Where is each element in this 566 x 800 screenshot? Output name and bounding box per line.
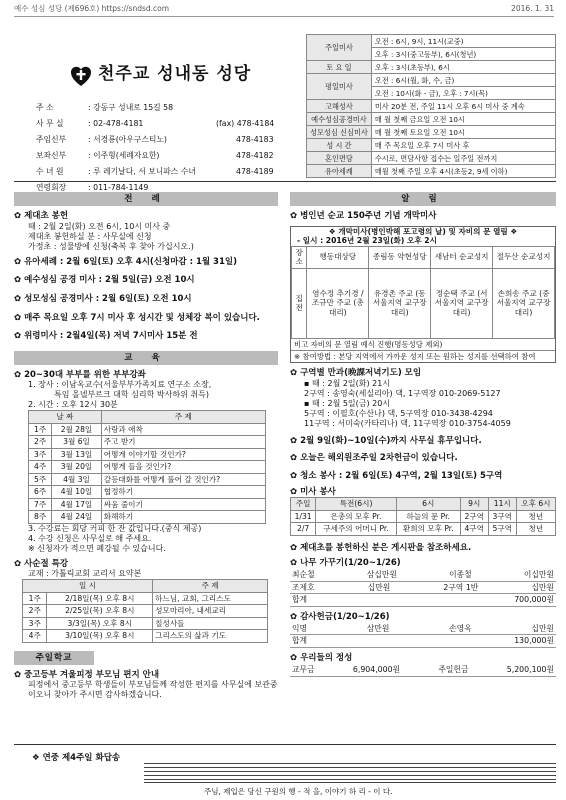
- donation-total: 합계 700,000원: [290, 594, 556, 607]
- section-notice-header: 알 림: [290, 192, 556, 206]
- section-liturgy-header: 전 례: [14, 192, 278, 206]
- schedule-value: 매 주 목요일 오후 7시 미사 후: [371, 139, 555, 152]
- church-logo-icon: [70, 65, 92, 87]
- course-line: 2. 시간 : 오후 12시 30분: [28, 400, 118, 410]
- schedule-value: 오후 : 3시(초등부), 6시: [371, 61, 555, 74]
- memorial-mass: ✿ 위령미사 : 2월4일(목) 저녁 7시미사 15분 전: [14, 331, 198, 342]
- contact-row: [36, 100, 296, 116]
- lent-lecture-title: ✿ 사순절 특강: [14, 558, 69, 569]
- course-line: 1. 장사 : 이남옥교수(서울부부가족치료 연구소 소장,: [28, 380, 212, 390]
- table-row: 2주 3월 6일 주고 받기: [29, 436, 266, 448]
- schedule-key: 평일미사: [307, 74, 372, 100]
- schedule-row: [307, 126, 556, 139]
- offering-row: 교무금 6,904,000원 주일헌금 5,200,100원: [290, 664, 556, 677]
- contact-key: 주 소: [36, 103, 54, 113]
- table-header: 일 시: [23, 580, 153, 592]
- bulletin-info: 예수 성심 성당 (제696호) https://sndsd.com: [14, 4, 170, 13]
- schedule-row: [307, 139, 556, 152]
- schedule-key: 고해성사: [307, 100, 372, 113]
- schedule-value: 오전 : 6시(월, 화, 수, 금): [371, 74, 555, 87]
- holy-hour: ✿ 매주 목요일 오후 7시 미사 후 성시간 및 성체강 복이 있습니다.: [14, 312, 260, 323]
- schedule-row: [307, 100, 556, 113]
- table-row: 집전 염수정 추기경 / 조규만 주교 (총대리) 유경촌 주교 (동서울지역 교구장대리) 정순택 주교 (서서울지역 교구장대리) 손희송 주교 (중서울지역 교구장대리): [292, 268, 555, 338]
- offering-title: ✿ 우리들의 정성: [290, 653, 353, 664]
- donation-row: 익명 삼만원 손영옥 십만원: [290, 623, 556, 636]
- lecture-table: [22, 579, 268, 642]
- table-header: 주 제: [153, 580, 268, 592]
- schedule-key: 예수성심공경미사: [307, 113, 372, 126]
- table-row: 1/31 은총의 모후 Pr. 하늘의 문 Pr. 2구역 3구역 청년: [291, 510, 556, 522]
- schedule-value: 오전 : 6시, 9시, 11시(교중): [371, 35, 555, 48]
- contact-key: 수 녀 원: [36, 167, 64, 177]
- contact-value: : 서경룡(아우구스티노): [88, 135, 167, 145]
- district-title: ✿ 구역별 만과(晩課저녁기도) 모임: [290, 368, 422, 379]
- contact-value: : 강동구 성내로 15길 58: [88, 103, 174, 113]
- candle-donation-note: ✿ 제대초를 봉헌하신 분은 게시판을 참조하세요.: [290, 542, 472, 553]
- letter-text: 피정에서 중고등부 학생들이 부모님들께 작성한 편지를 사무실에 보관중이오니 찾아가 주시면 감사하겠습니다.: [28, 680, 278, 700]
- course-line: 특임 올넬부르크 대학 심리학 박사하위 취득): [54, 390, 209, 400]
- schedule-value: 오전 : 10시(화 - 금), 오후 : 7시(목): [371, 87, 555, 100]
- lent-lecture-sub: 교재 : 가톨릭교회 교리서 요약본: [28, 569, 142, 579]
- schedule-value: 오후 : 3시(중고등부), 6시(청년): [371, 48, 555, 61]
- schedule-row: [307, 152, 556, 165]
- schedule-key: 토 요 일: [307, 61, 372, 74]
- schedule-row: [307, 113, 556, 126]
- table-row: 3주 3월 13일 어떻게 이야기할 것인가?: [29, 448, 266, 460]
- contact-key: 주임신부: [36, 135, 67, 145]
- table-row: 4주 3월 20일 어떻게 들을 것인가?: [29, 461, 266, 473]
- contact-key: 사 무 실: [36, 119, 64, 129]
- contact-phone: 478-4182: [236, 151, 274, 161]
- cleaning-service: ✿ 청소 봉사 : 2월 6일(토) 4구역, 2월 13일(토) 5구역: [290, 470, 503, 481]
- anniversary-title: ✿ 병인년 순교 150주년 기념 개막미사: [290, 211, 437, 221]
- church-name: 천주교 성내동 성당: [98, 64, 252, 84]
- course-note: 3. 수강료는 회당 커피 한 잔 값입니다.(중식 제공): [28, 523, 202, 533]
- table-row: 8주 4월 24일 화해하기: [29, 511, 266, 523]
- table-header: 날 짜: [29, 411, 102, 423]
- district-line: ▪ 때 : 2월 2일(화) 21시: [304, 378, 391, 388]
- district-line: 5구역 : 이필호(수산나) 댁, 5구역장 010-3438-4294: [304, 408, 493, 418]
- schedule-key: 성 시 간: [307, 139, 372, 152]
- top-bar: [14, 4, 554, 17]
- psalm-lyric: 주님, 제입은 당신 구원의 행 - 적 을, 이야기 하 리 - 이 다.: [204, 787, 393, 796]
- schedule-key: 혼인면담: [307, 152, 372, 165]
- course-table: [28, 410, 266, 523]
- anniversary-date: - 일시 : 2016년 2월 23일(화) 오후 2시: [297, 236, 437, 246]
- sacred-heart-mass: ✿ 예수성심 공경 미사 : 2월 5일(금) 오전 10시: [14, 275, 195, 286]
- anniversary-participation: ※ 참여방법 : 본당 지역에서 가까운 성지 또는 원하는 성지를 선택하여 참여: [294, 351, 536, 361]
- letter-title: ✿ 중고등부 겨울피정 부모님 편지 안내: [14, 669, 160, 680]
- schedule-value: 매 월 첫째 금요일 오전 10시: [371, 113, 555, 126]
- schedule-row: [307, 61, 556, 74]
- contact-value: : 011-784-1149: [88, 183, 149, 193]
- schedule-value: 미사 20분 전, 주일 11시 오후 6시 미사 중 계속: [371, 100, 555, 113]
- contact-phone: 478-4183: [236, 135, 274, 145]
- anniversary-box: [290, 226, 556, 363]
- contact-value: : 이주형(세례자요한): [88, 151, 160, 161]
- schedule-value: 수시로, 면담사항 접수는 일주일 전까지: [371, 152, 555, 165]
- table-header: 주 제: [101, 411, 265, 423]
- contact-row: [36, 116, 296, 132]
- infant-baptism: ✿ 유아세례 : 2월 6일(토) 오후 4시(신청마감 : 1월 31일): [14, 256, 237, 267]
- anniversary-box-title: ❖ 개막미사(병인박해 포고령의 날) 및 자비의 문 열림 ❖: [328, 226, 518, 236]
- course-note: ※ 신청자가 적으면 폐강될 수 있습니다.: [28, 543, 166, 553]
- schedule-key: 성모성심 신심미사: [307, 126, 372, 139]
- schedule-row: [307, 35, 556, 48]
- table-row: 4주 3/10일(목) 오후 8시 그리스도의 삶과 기도: [23, 630, 268, 642]
- donation-total: 합계 130,000원: [290, 635, 556, 648]
- second-collection: ✿ 오늘은 해외원조주일 2차헌금이 있습니다.: [290, 453, 458, 464]
- contact-key: 연령회장: [36, 183, 67, 193]
- table-row: 7주 4월 17일 싸움 줄이기: [29, 498, 266, 510]
- schedule-key: 유아세례: [307, 165, 372, 178]
- contact-phone: (fax) 478-4184: [216, 119, 275, 129]
- contact-phone: 478-4189: [236, 167, 274, 177]
- tree-title: ✿ 나무 가꾸기(1/20~1/26): [290, 558, 401, 569]
- left-column: [14, 192, 278, 700]
- mass-service-table: 주일 특전(6시) 6시 9시 11시 오후 6시 1/31 은총의 모후 Pr. 하늘의 문 Pr. 2구역 3구역 청년 2/7 구세주의 어머니 Pr. 환희의 모후 Pr. 4구역 5구역 청년: [290, 497, 556, 535]
- table-row: 5주 4월 3일 갈등대화를 어떻게 풀어 갈 것인가?: [29, 473, 266, 485]
- contact-row: [36, 164, 296, 180]
- section-sunday-school-header: 주일학교: [14, 651, 94, 665]
- altar-candle-line: 때 : 2월 2일(화) 오전 6시, 10시 미사 중: [28, 221, 171, 231]
- anniversary-note: 비고 자비의 문 열림 예식 진행(명동성당 제외): [291, 339, 555, 351]
- district-line: 2구역 : 송영숙(세실리아) 댁, 1구역장 010-2069-5127: [304, 388, 501, 398]
- table-row: 3주 3/3일(목) 오후 8시 칠성사들: [23, 617, 268, 629]
- contact-row: [36, 132, 296, 148]
- schedule-value: 매 월 첫째 토요일 오전 10시: [371, 126, 555, 139]
- thanks-title: ✿ 감사헌금(1/20~1/26): [290, 612, 390, 623]
- schedule-row: [307, 165, 556, 178]
- course-note: 4. 수강 신청은 사무실로 해 주세요.: [28, 533, 152, 543]
- schedule-value: 매월 첫째 주일 오후 4시(초등2, 9세 이하): [371, 165, 555, 178]
- donation-row: 최순철 삼십만원 이종철 이십만원: [290, 569, 556, 582]
- couple-course-title: ✿ 20~30대 부부를 위한 부부강좌: [14, 369, 146, 380]
- contact-key: 보좌신부: [36, 151, 67, 161]
- altar-candle-title: ✿ 제대초 봉헌: [14, 211, 69, 221]
- responsorial-psalm: [14, 744, 556, 794]
- contact-value: : 02-478-4181: [88, 119, 144, 129]
- table-row: 2주 2/25일(목) 오후 8시 성모마리아, 내세교리: [23, 605, 268, 617]
- marian-mass: ✿ 성모성심 공경미사 : 2월 6일(토) 오전 10시: [14, 293, 192, 304]
- mass-service-title: ✿ 미사 봉사: [290, 486, 336, 497]
- psalm-label: ❖ 연중 제4주일 화답송: [32, 753, 121, 763]
- table-row: 2/7 구세주의 어머니 Pr. 환희의 모후 Pr. 4구역 5구역 청년: [291, 523, 556, 535]
- donation-row: 조제호 십만원 2구역 1반 십만원: [290, 582, 556, 595]
- table-row: 1주 2월 28일 사랑과 애착: [29, 423, 266, 435]
- schedule-key: 주일미사: [307, 35, 372, 61]
- mass-schedule-table: [306, 34, 556, 178]
- music-staff-icon: [144, 763, 556, 783]
- anniversary-table: [291, 246, 555, 339]
- table-row: 장소 행동대상당 종림동 약현성당 새남터 순교성지 절두산 순교성지: [292, 246, 555, 268]
- schedule-row: [307, 74, 556, 87]
- office-closed: ✿ 2월 9일(화)~10일(수)까지 사무실 휴무입니다.: [290, 435, 482, 446]
- table-row: 6주 4월 10일 협정하기: [29, 486, 266, 498]
- district-line: ▪ 때 : 2월 5일(금) 20시: [304, 398, 391, 408]
- section-education-header: 교 육: [14, 351, 278, 365]
- altar-candle-line: 제대초 봉헌하실 분 : 사무실에 신청: [28, 231, 152, 241]
- district-line: 11구역 : 서미숙(카타리나) 댁, 11구역장 010-3754-4059: [304, 418, 511, 428]
- altar-candle-line: 가정초 : 성물방에 신청(축복 후 찾아 가십시오.): [28, 241, 194, 251]
- right-column: [290, 192, 556, 677]
- bulletin-date: 2016. 1. 31: [511, 4, 554, 13]
- table-row: 1주 2/18일(목) 오후 8시 하느님, 교회, 그리스도: [23, 592, 268, 604]
- contact-value: : 루 레기날다, 서 보니파스 수녀: [88, 167, 196, 177]
- divider: [14, 181, 556, 182]
- contact-row: [36, 148, 296, 164]
